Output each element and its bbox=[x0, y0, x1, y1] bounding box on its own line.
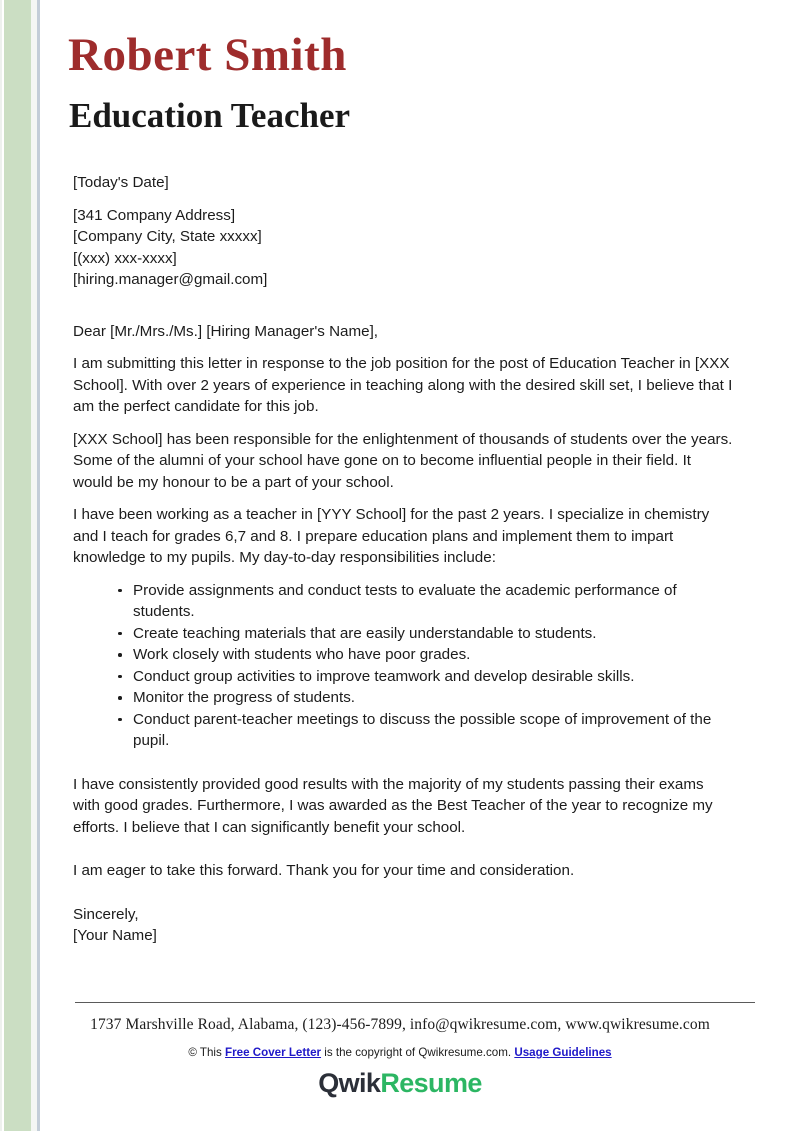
applicant-job-title: Education Teacher bbox=[69, 96, 351, 135]
paragraph-1: I am submitting this letter in response to the job position for the post of Education Teacher in [XXX School]. With over 2 years of experience in teaching along with the desired skill set, I believe that I am the perfect candidate for this job. bbox=[73, 355, 733, 415]
rail-green-bar bbox=[4, 0, 31, 1131]
footer-divider bbox=[75, 1002, 755, 1003]
logo-text-qwik: Qwik bbox=[318, 1068, 381, 1098]
rail-outer-edge bbox=[0, 0, 2, 1131]
footer-copyright-line bbox=[0, 1046, 800, 1059]
list-item: Work closely with students who have poor grades. bbox=[73, 644, 733, 666]
copyright-middle: is the copyright of Qwikresume.com. bbox=[321, 1046, 515, 1059]
letter-body bbox=[73, 172, 733, 947]
signature-name: [Your Name] bbox=[73, 927, 157, 944]
list-item: Conduct parent-teacher meetings to discuss the possible scope of improvement of the pupil. bbox=[73, 709, 733, 752]
list-item: Create teaching materials that are easily understandable to students. bbox=[73, 623, 733, 645]
closing-salutation: Sincerely, bbox=[73, 905, 139, 923]
list-item: Provide assignments and conduct tests to evaluate the academic performance of students. bbox=[73, 580, 733, 623]
paragraph-5: I am eager to take this forward. Thank you for your time and consideration. bbox=[73, 862, 575, 879]
recipient-address-line2: [Company City, State xxxxx] bbox=[73, 228, 262, 245]
recipient-address-line1: [341 Company Address] bbox=[73, 206, 236, 224]
paragraph-4: I have consistently provided good results with the majority of my students passing their exams with good grades. Furthermore, I was awarded as the Best Teacher of the year to recognize my efforts. I believe that I can significantly benefit your school. bbox=[73, 775, 713, 836]
left-accent-rail bbox=[0, 0, 41, 1131]
usage-guidelines-link[interactable]: Usage Guidelines bbox=[514, 1046, 612, 1059]
responsibilities-list bbox=[73, 580, 733, 752]
recipient-phone: [(xxx) xxx-xxxx] bbox=[73, 249, 177, 267]
salutation: Dear [Mr./Mrs./Ms.] [Hiring Manager's Name], bbox=[73, 322, 379, 340]
paragraph-3: I have been working as a teacher in [YYY School] for the past 2 years. I specialize in chemistry and I teach for grades 6,7 and 8. I prepare education plans and implement them to impart knowledge to my pupils. My day-to-day responsibilities include: bbox=[73, 506, 710, 566]
letter-date: [Today's Date] bbox=[73, 174, 169, 191]
applicant-name: Robert Smith bbox=[68, 29, 347, 81]
list-item: Conduct group activities to improve teamwork and develop desirable skills. bbox=[73, 666, 733, 688]
logo-text-resume: Resume bbox=[380, 1068, 482, 1098]
qwikresume-logo bbox=[0, 1070, 800, 1097]
rail-divider-line bbox=[37, 0, 40, 1131]
free-cover-letter-link[interactable]: Free Cover Letter bbox=[225, 1046, 322, 1059]
copyright-prefix: © This bbox=[188, 1046, 226, 1059]
footer-contact-line: 1737 Marshville Road, Alabama, (123)-456-7899, info@qwikresume.com, www.qwikresume.com bbox=[90, 1016, 710, 1033]
paragraph-2: [XXX School] has been responsible for the enlightenment of thousands of students over the years. Some of the alumni of your school have gone on to become influential people in their field. It would be my honour to be a part of your school. bbox=[73, 430, 733, 491]
recipient-email: [hiring.manager@gmail.com] bbox=[73, 271, 268, 288]
list-item: Monitor the progress of students. bbox=[73, 687, 733, 709]
